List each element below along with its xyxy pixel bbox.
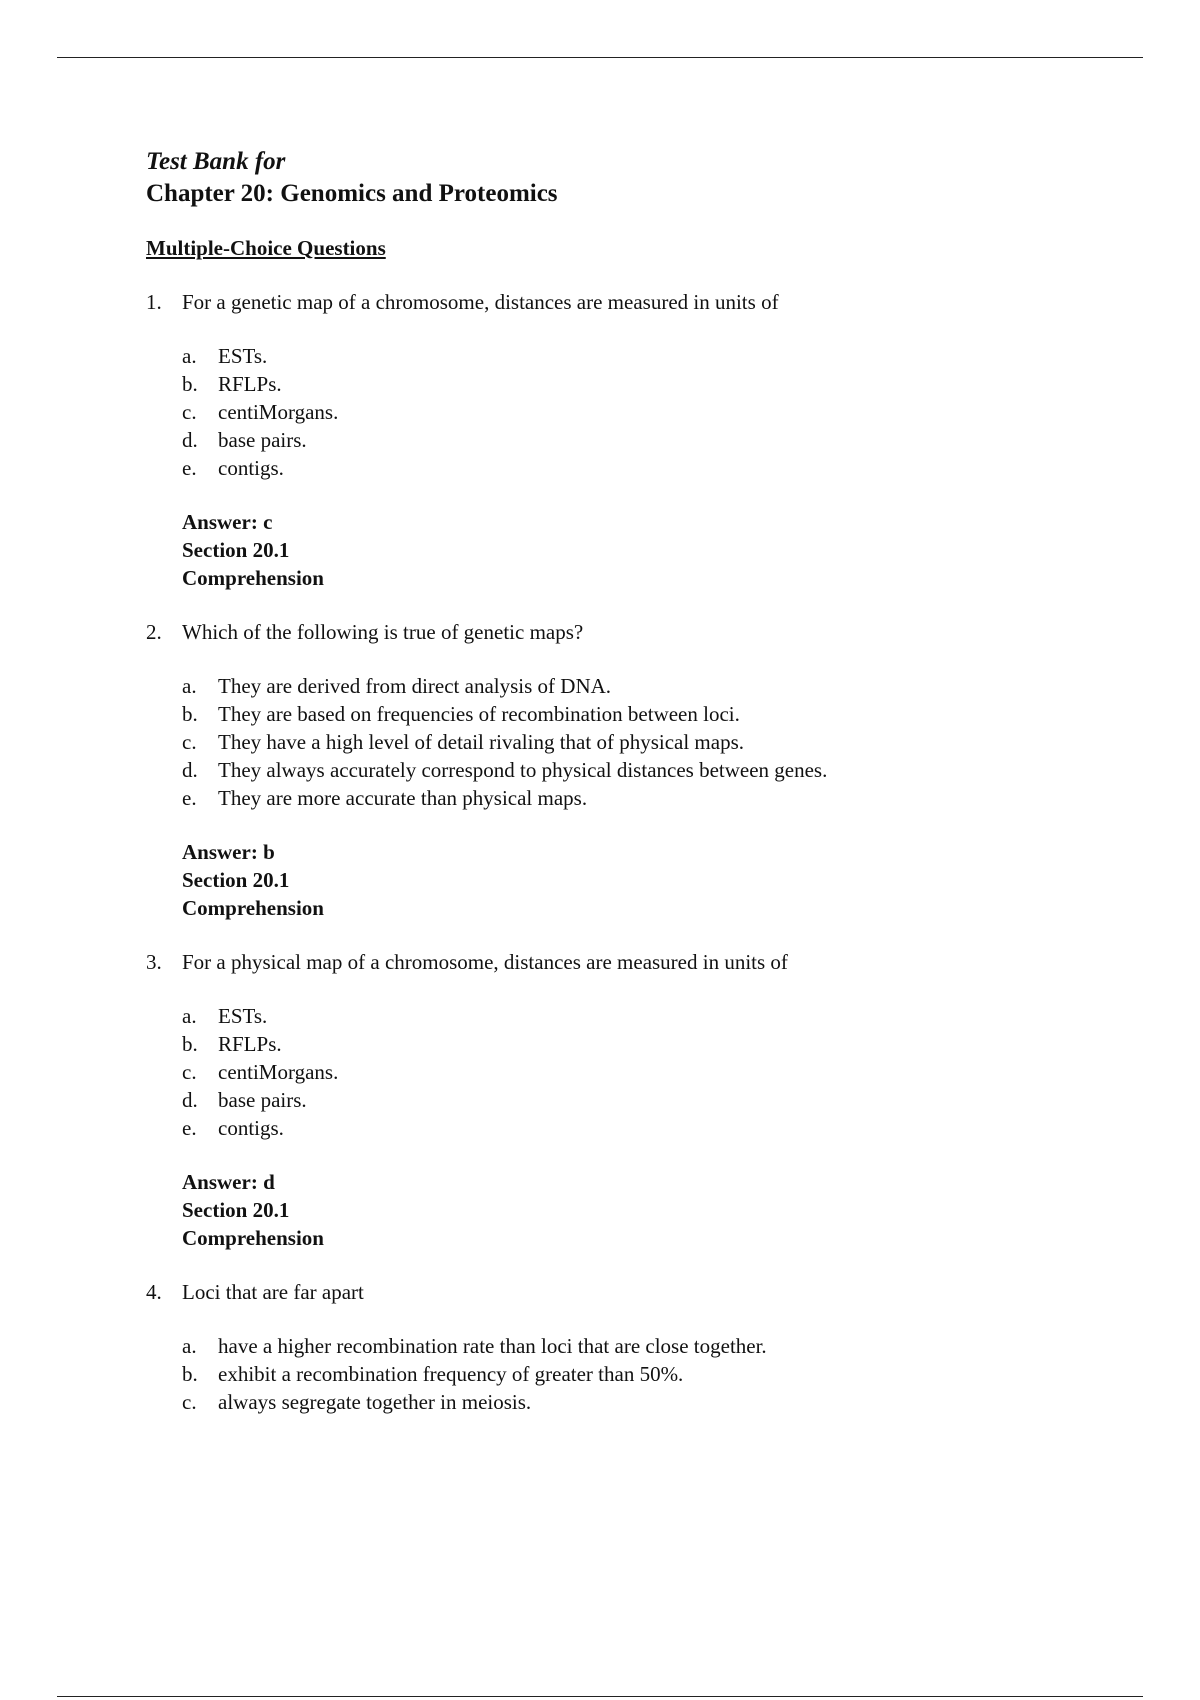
option-letter: c. — [182, 1390, 197, 1414]
bottom-rule — [57, 1696, 1143, 1697]
question-number: 1. — [146, 290, 162, 314]
option-letter: e. — [182, 456, 197, 480]
option-text: ESTs. — [218, 344, 268, 368]
option-letter: b. — [182, 372, 198, 396]
option-text: They are more accurate than physical maps. — [218, 786, 588, 810]
option-b — [182, 370, 1106, 398]
option-text: base pairs. — [218, 1088, 307, 1112]
question-number: 3. — [146, 950, 162, 974]
option-a — [182, 672, 1106, 700]
option-e — [182, 454, 1106, 482]
option-text: centiMorgans. — [218, 1060, 339, 1084]
option-d — [182, 426, 1106, 454]
answer-key: Answer: c — [182, 510, 273, 534]
option-text: ESTs. — [218, 1004, 268, 1028]
option-a — [182, 1332, 1106, 1360]
option-letter: d. — [182, 758, 198, 782]
option-letter: e. — [182, 1116, 197, 1140]
option-b — [182, 1360, 1106, 1388]
option-b — [182, 1030, 1106, 1058]
question-stem: For a genetic map of a chromosome, distances are measured in units of — [182, 290, 779, 314]
option-letter: d. — [182, 1088, 198, 1112]
option-c — [182, 728, 1106, 756]
option-c — [182, 1058, 1106, 1086]
answer-block — [182, 838, 1106, 922]
option-text: They are derived from direct analysis of DNA. — [218, 674, 612, 698]
options-list — [182, 1002, 1106, 1142]
option-c — [182, 398, 1106, 426]
option-c — [182, 1388, 1106, 1416]
difficulty-level: Comprehension — [182, 896, 324, 920]
option-letter: b. — [182, 702, 198, 726]
document-body — [146, 146, 1106, 1416]
option-letter: c. — [182, 400, 197, 424]
section-reference: Section 20.1 — [182, 1198, 290, 1222]
options-list — [182, 1332, 1106, 1416]
options-list — [182, 342, 1106, 482]
option-text: centiMorgans. — [218, 400, 339, 424]
option-text: contigs. — [218, 1116, 284, 1140]
question-1 — [146, 288, 1106, 592]
difficulty-level: Comprehension — [182, 566, 324, 590]
option-letter: a. — [182, 674, 197, 698]
question-2 — [146, 618, 1106, 922]
options-list — [182, 672, 1106, 812]
answer-key: Answer: b — [182, 840, 275, 864]
option-e — [182, 784, 1106, 812]
option-text: They have a high level of detail rivaling that of physical maps. — [218, 730, 745, 754]
option-letter: d. — [182, 428, 198, 452]
chapter-title: Chapter 20: Genomics and Proteomics — [146, 180, 558, 207]
option-b — [182, 700, 1106, 728]
question-3 — [146, 948, 1106, 1252]
option-text: always segregate together in meiosis. — [218, 1390, 532, 1414]
question-stem: Which of the following is true of genetic maps? — [182, 620, 584, 644]
option-e — [182, 1114, 1106, 1142]
question-stem: Loci that are far apart — [182, 1280, 364, 1304]
answer-block — [182, 508, 1106, 592]
question-number: 2. — [146, 620, 162, 644]
answer-key: Answer: d — [182, 1170, 275, 1194]
option-text: RFLPs. — [218, 372, 282, 396]
option-text: have a higher recombination rate than loci that are close together. — [218, 1334, 767, 1358]
option-letter: e. — [182, 786, 197, 810]
title-test-bank: Test Bank for — [146, 148, 286, 175]
question-4 — [146, 1278, 1106, 1416]
option-text: contigs. — [218, 456, 284, 480]
option-d — [182, 756, 1106, 784]
option-text: exhibit a recombination frequency of greater than 50%. — [218, 1362, 684, 1386]
option-text: They always accurately correspond to physical distances between genes. — [218, 758, 828, 782]
option-letter: a. — [182, 1004, 197, 1028]
option-a — [182, 1002, 1106, 1030]
section-heading: Multiple-Choice Questions — [146, 236, 386, 260]
option-letter: b. — [182, 1032, 198, 1056]
option-letter: c. — [182, 1060, 197, 1084]
option-letter: c. — [182, 730, 197, 754]
option-d — [182, 1086, 1106, 1114]
option-text: base pairs. — [218, 428, 307, 452]
top-rule — [57, 57, 1143, 58]
section-reference: Section 20.1 — [182, 538, 290, 562]
difficulty-level: Comprehension — [182, 1226, 324, 1250]
section-reference: Section 20.1 — [182, 868, 290, 892]
option-a — [182, 342, 1106, 370]
option-letter: a. — [182, 1334, 197, 1358]
option-text: They are based on frequencies of recombination between loci. — [218, 702, 740, 726]
question-stem: For a physical map of a chromosome, distances are measured in units of — [182, 950, 788, 974]
option-letter: b. — [182, 1362, 198, 1386]
question-number: 4. — [146, 1280, 162, 1304]
option-letter: a. — [182, 344, 197, 368]
option-text: RFLPs. — [218, 1032, 282, 1056]
answer-block — [182, 1168, 1106, 1252]
